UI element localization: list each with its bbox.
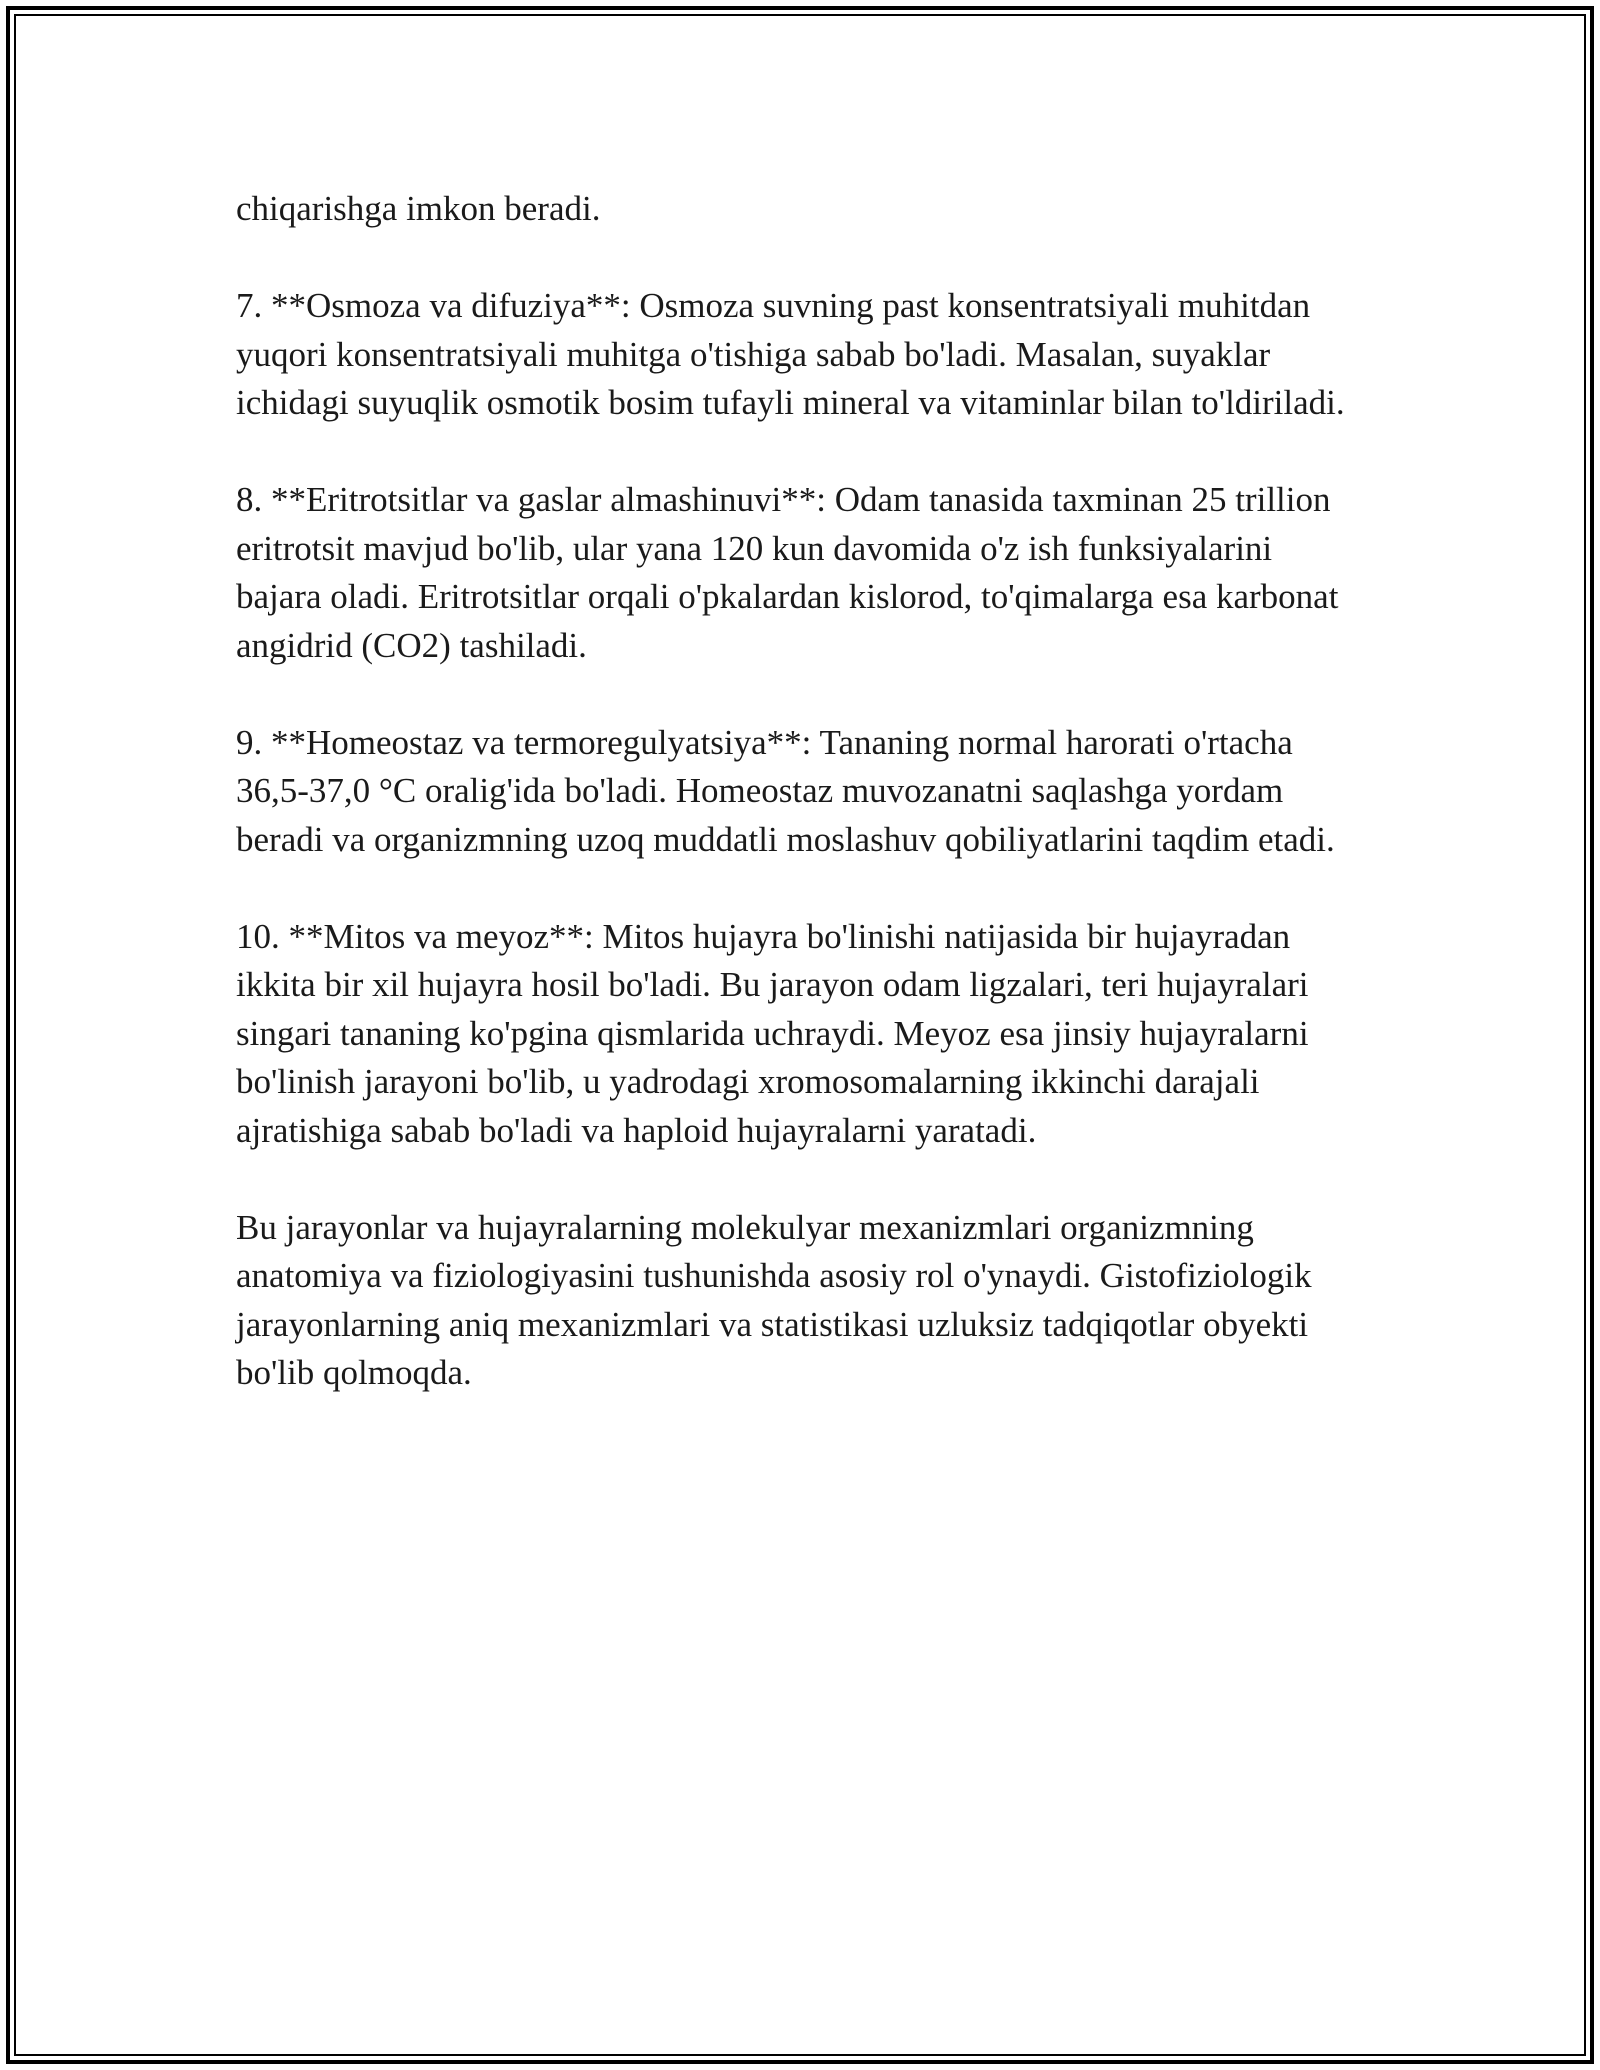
paragraph-mitos: 10. **Mitos va meyoz**: Mitos hujayra bo'linishi natijasida bir hujayradan ikkita bir xil hujayra hosil bo'ladi. Bu jarayon odam ligzalari, teri hujayralari singari tananing ko'pgina qismlarida uchraydi. Meyoz esa jinsiy hujayralarni bo'linish jarayoni bo'lib, u yadrodagi xromosomalarning ikkinchi darajali ajratishiga sabab bo'ladi va haploid hujayralarni yaratadi. [236,916,1318,1150]
paragraph-eritrotsitlar: 8. **Eritrotsitlar va gaslar almashinuvi**: Odam tanasida taxminan 25 trillion eritrotsit mavjud bo'lib, ular yana 120 kun davomida o'z ish funksiyalarini bajara oladi. Eritrotsitlar orqali o'pkalardan kislorod, to'qimalarga esa karbonat angidrid (CO2) tashiladi. [236,480,1348,665]
document-body [236,185,1366,1446]
paragraph-continuation: chiqarishga imkon beradi. [236,189,601,228]
paragraph-conclusion: Bu jarayonlar va hujayralarning molekulyar mexanizmlari organizmning anatomiya va fiziologiyasini tushunishda asosiy rol o'ynaydi. Gistofiziologik jarayonlarning aniq mexanizmlari va statistikasi uzluksiz tadqiqotlar obyekti bo'lib qolmoqda. [236,1207,1321,1392]
paragraph-homeostaz: 9. **Homeostaz va termoregulyatsiya**: Tananing normal harorati o'rtacha 36,5-37,0 °C oralig'ida bo'ladi. Homeostaz muvozanatni saqlashga yordam beradi va organizmning uzoq muddatli moslashuv qobiliyatlarini taqdim etadi. [236,722,1335,859]
paragraph-osmoza: 7. **Osmoza va difuziya**: Osmoza suvning past konsentratsiyali muhitdan yuqori konsentratsiyali muhitga o'tishiga sabab bo'ladi. Masalan, suyaklar ichidagi suyuqlik osmotik bosim tufayli mineral va vitaminlar bilan to'ldiriladi. [236,286,1345,422]
